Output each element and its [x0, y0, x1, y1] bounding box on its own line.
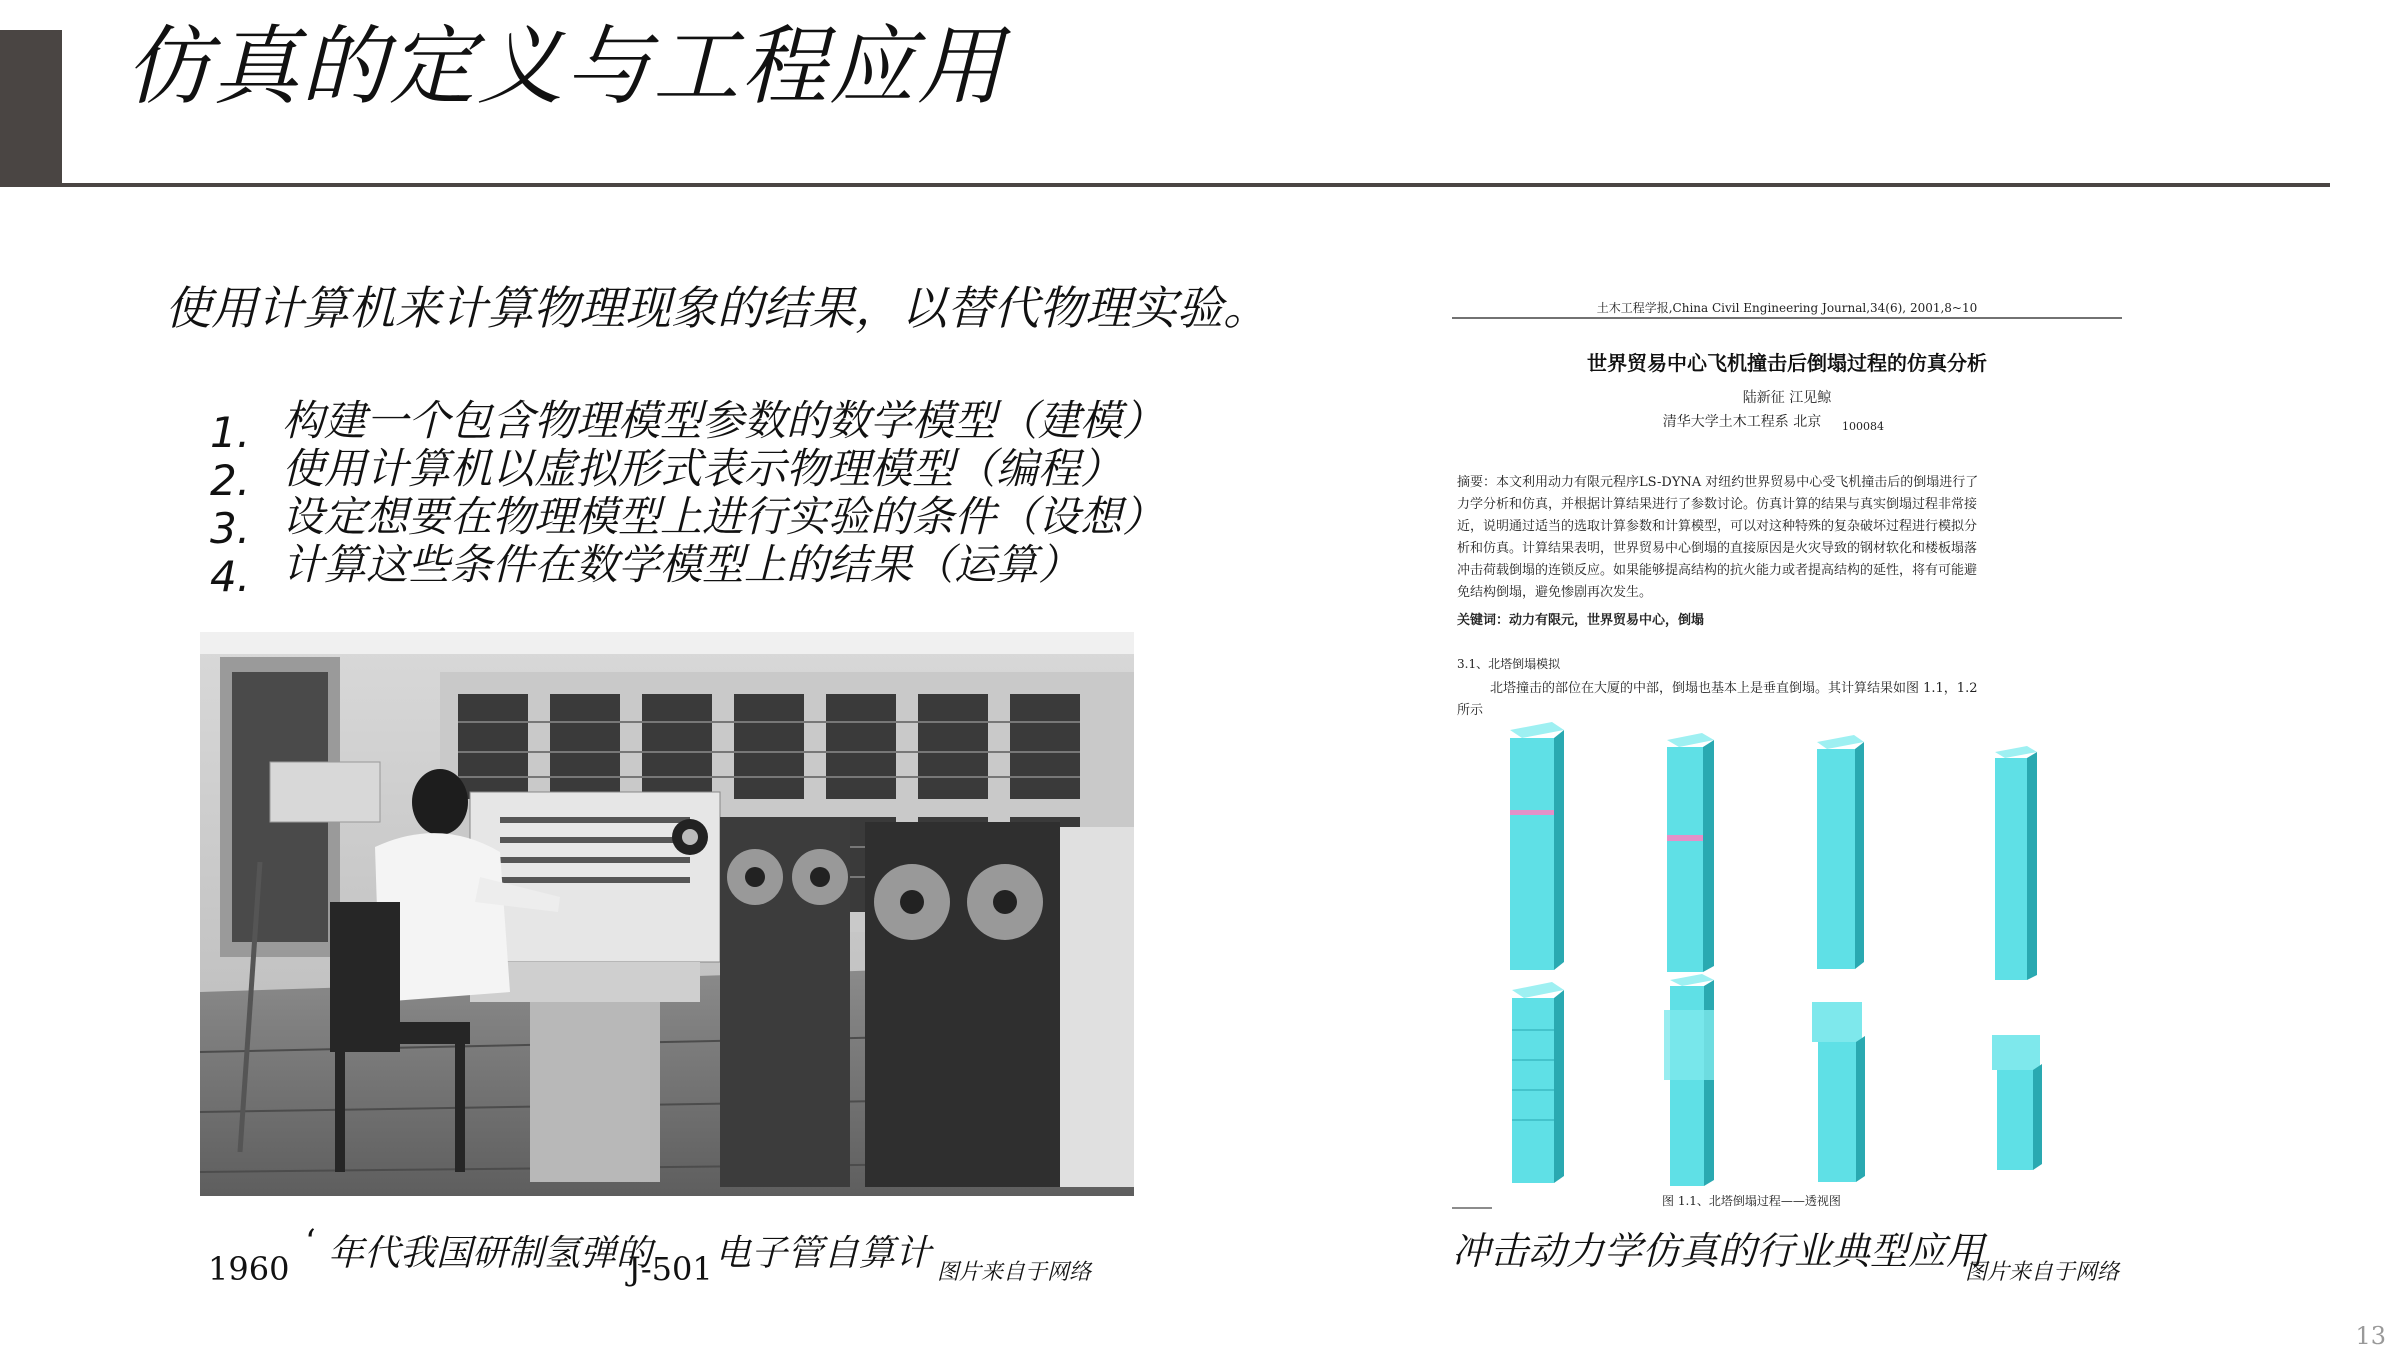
step-text: 构建一个包含物理模型参数的数学模型（建模）	[282, 396, 1165, 445]
caption-text: 冲击动力学仿真的行业典型应用	[1452, 1229, 1985, 1273]
title-underline	[0, 183, 2330, 187]
abstract-line: 析和仿真。计算结果表明，世界贸易中心倒塌的直接原因是火灾导致的钢材软化和楼板塌落	[1457, 541, 1978, 556]
paper-scan	[1452, 290, 2136, 1215]
tower-figures	[1510, 722, 2042, 1186]
tower-model	[1812, 1002, 1865, 1182]
abstract-line: 冲击荷载倒塌的连锁反应。如果能够提高结构的抗火能力或者提高结构的延性，将有可能避	[1457, 563, 1978, 578]
step-text: 使用计算机以虚拟形式表示物理模型（编程）	[282, 444, 1123, 493]
step-number: 3.	[210, 504, 251, 553]
caption-text: 电子管自算计	[715, 1233, 932, 1274]
computer-room-illustration	[200, 632, 1134, 1196]
paper-page	[1452, 290, 2136, 1215]
abstract-line: 近，说明通过适当的选取计算参数和计算模型，可以对这种特殊的复杂破坏过程进行模拟分	[1457, 519, 1978, 534]
caption-source: 图片来自于网络	[937, 1260, 1092, 1285]
step-number: 2.	[210, 456, 251, 505]
paper-body-line: 所示	[1457, 703, 1484, 718]
abstract-line: 免结构倒塌，避免惨剧再次发生。	[1457, 585, 1653, 600]
tower-model	[1667, 733, 1714, 972]
tower-model	[1512, 982, 1564, 1183]
paper-postcode: 100084	[1842, 420, 1884, 433]
paper-figure-caption: 图 1.1、北塔倒塌过程——透视图	[1662, 1194, 1841, 1208]
paper-section-heading: 3.1、北塔倒塌模拟	[1457, 657, 1561, 671]
paper-journal-line: 土木工程学报,China Civil Engineering Journal,34(6), 2001,8~10	[1596, 301, 1978, 315]
caption-model: J-501	[628, 1250, 713, 1288]
slide-title: 仿真的定义与工程应用	[125, 17, 1005, 117]
caption-mark: ‘	[305, 1222, 316, 1262]
abstract-line: 摘要：本文利用动力有限元程序LS-DYNA 对纽约世界贸易中心受飞机撞击后的倒塌进行了	[1457, 475, 1979, 490]
definition-text: 使用计算机来计算物理现象的结果，以替代物理实验。	[165, 281, 1269, 335]
page-number: 13	[2355, 1322, 2386, 1350]
tower-model	[1995, 746, 2037, 980]
title-accent-bar	[0, 30, 62, 185]
paper-title: 世界贸易中心飞机撞击后倒塌过程的仿真分析	[1587, 351, 1987, 375]
tower-model	[1510, 722, 1564, 970]
step-number: 1.	[210, 408, 251, 457]
tower-model	[1992, 1035, 2042, 1170]
step-number: 4.	[210, 552, 251, 601]
tower-model	[1817, 735, 1864, 969]
paper-affiliation: 清华大学土木工程系 北京	[1662, 414, 1822, 430]
computer-photo	[200, 632, 1134, 1196]
step-text: 计算这些条件在数学模型上的结果（运算）	[282, 540, 1081, 589]
caption-year: 1960	[208, 1250, 290, 1288]
caption-source: 图片来自于网络	[1965, 1260, 2120, 1285]
tower-model	[1664, 974, 1714, 1186]
step-text: 设定想要在物理模型上进行实验的条件（设想）	[282, 492, 1165, 541]
paper-keywords: 关键词：动力有限元，世界贸易中心，倒塌	[1457, 613, 1705, 628]
paper-body-line: 北塔撞击的部位在大厦的中部，倒塌也基本上是垂直倒塌。其计算结果如图 1.1，1.2	[1490, 681, 1978, 696]
paper-authors: 陆新征 江见鲸	[1742, 390, 1832, 406]
abstract-line: 力学分析和仿真，并根据计算结果进行了参数讨论。仿真计算的结果与真实倒塌过程非常接	[1457, 497, 1978, 512]
caption-text: 年代我国研制氢弹的	[328, 1233, 653, 1274]
